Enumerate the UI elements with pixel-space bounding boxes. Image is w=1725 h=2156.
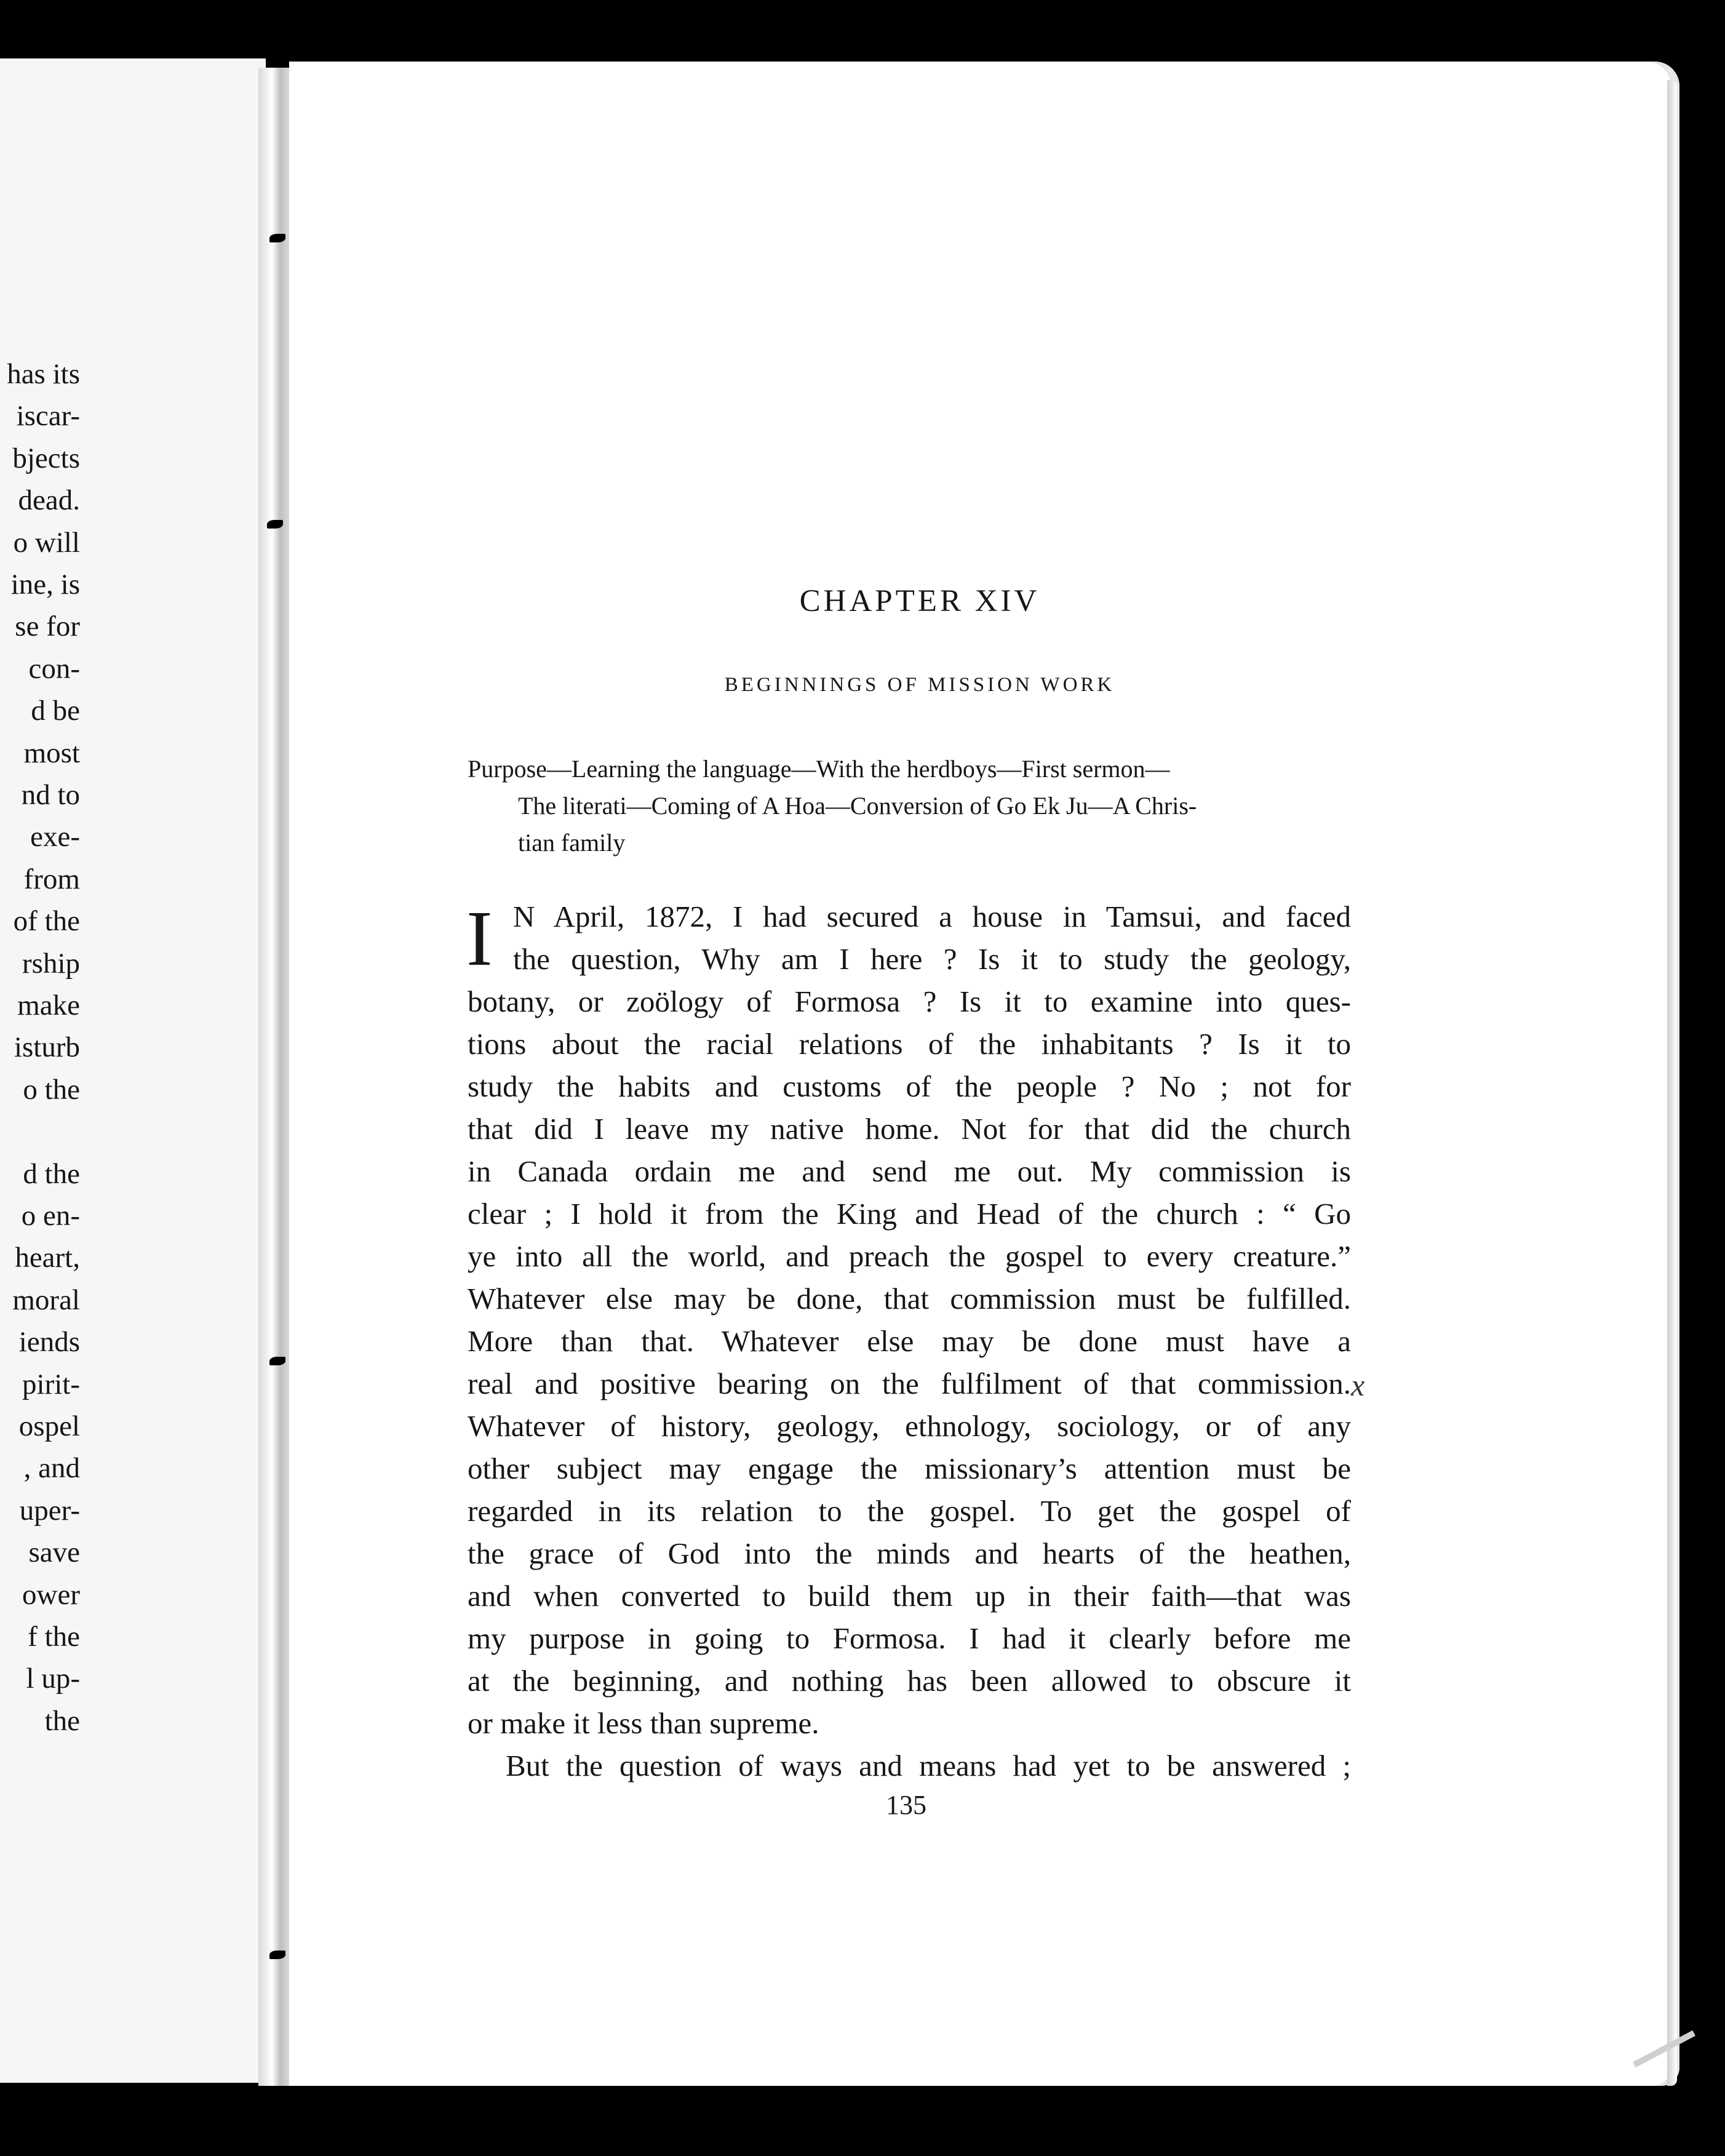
- summary-line: The literati—Coming of A Hoa—Conversion of Go Ek Ju—A Chris-: [518, 792, 1197, 820]
- margin-pencil-mark: x: [1351, 1368, 1365, 1402]
- facing-page-line: dead.: [18, 484, 80, 517]
- body-line: botany, or zoölogy of Formosa ? Is it to examine into ques-: [468, 984, 1351, 1018]
- gutter-stain: [269, 1950, 285, 1959]
- facing-page-line: o the: [23, 1073, 80, 1106]
- facing-page-line: make: [17, 989, 80, 1021]
- body-line: N April, 1872, I had secured a house in Tamsui, and faced: [513, 900, 1351, 933]
- facing-page-line: rship: [22, 947, 80, 980]
- body-line: and when converted to build them up in their faith—that was: [468, 1579, 1351, 1613]
- chapter-subtitle: BEGINNINGS OF MISSION WORK: [724, 674, 1115, 696]
- body-line: in Canada ordain me and send me out. My commission is: [468, 1154, 1351, 1188]
- body-text: [468, 895, 1351, 1787]
- body-line: Whatever else may be done, that commission must be fulfilled.: [468, 1282, 1351, 1316]
- facing-page-line: iscar-: [16, 400, 80, 433]
- body-line: the question, Why am I here ? Is it to study the geology,: [513, 942, 1351, 976]
- drop-cap: I: [466, 895, 493, 982]
- facing-page-line: o will: [13, 526, 80, 559]
- body-line: real and positive bearing on the fulfilment of that commission.: [468, 1367, 1351, 1400]
- facing-page-line: heart,: [15, 1242, 80, 1274]
- gutter-stain: [269, 1357, 285, 1365]
- body-line: study the habits and customs of the people ? No ; not for: [468, 1069, 1351, 1103]
- body-line: my purpose in going to Formosa. I had it clearly before me: [468, 1621, 1351, 1655]
- facing-page-line: d be: [31, 695, 80, 727]
- facing-page-line: ospel: [18, 1410, 80, 1442]
- scan-bottom-border: [0, 2086, 1725, 2156]
- gutter-stain: [267, 520, 283, 529]
- body-line: regarded in its relation to the gospel. To get the gospel of: [468, 1494, 1351, 1528]
- body-line: More than that. Whatever else may be done must have a: [468, 1324, 1351, 1358]
- facing-page-line: most: [23, 737, 80, 769]
- gutter-stain: [269, 234, 285, 242]
- page-edge: [1667, 80, 1677, 2086]
- chapter-title: CHAPTER XIV: [799, 584, 1040, 618]
- facing-page-line: bjects: [12, 442, 80, 474]
- body-line: Whatever of history, geology, ethnology, sociology, or of any: [468, 1409, 1351, 1443]
- facing-page-line: the: [44, 1704, 80, 1737]
- summary-line: tian family: [518, 829, 626, 856]
- scan-top-border: [0, 0, 1725, 68]
- facing-page-line: pirit-: [22, 1368, 80, 1400]
- facing-page-line: exe-: [30, 821, 80, 853]
- facing-page-line: se for: [15, 610, 80, 643]
- facing-page-line: has its: [7, 358, 80, 390]
- facing-page-line: f the: [28, 1621, 80, 1653]
- chapter-summary: [468, 751, 1353, 861]
- facing-page-line: ower: [22, 1578, 80, 1611]
- body-line: that did I leave my native home. Not for that did the church: [468, 1112, 1351, 1146]
- facing-page-line: moral: [12, 1284, 80, 1316]
- facing-page-left: [0, 58, 266, 2083]
- body-line: or make it less than supreme.: [468, 1706, 819, 1740]
- body-line: other subject may engage the missionary’s attention must be: [468, 1451, 1351, 1485]
- body-line: clear ; I hold it from the King and Head of the church : “ Go: [468, 1197, 1351, 1231]
- body-line: But the question of ways and means had yet to be answered ;: [506, 1749, 1351, 1783]
- facing-page-line: o en-: [21, 1200, 80, 1232]
- body-line: tions about the racial relations of the inhabitants ? Is it to: [468, 1027, 1351, 1061]
- facing-page-line: d the: [23, 1157, 80, 1190]
- page-number: 135: [886, 1790, 926, 1820]
- facing-page-line: of the: [13, 905, 80, 938]
- summary-line: Purpose—Learning the language—With the herdboys—First sermon—: [468, 755, 1170, 783]
- facing-page-line: from: [23, 863, 80, 895]
- facing-page-line: l up-: [26, 1663, 80, 1695]
- facing-page-line: con-: [28, 652, 80, 685]
- facing-page-line: nd to: [21, 779, 80, 811]
- facing-page-line: save: [28, 1536, 80, 1569]
- facing-page-line: ine, is: [10, 569, 80, 601]
- facing-page-line: isturb: [14, 1031, 80, 1064]
- facing-page-line: uper-: [19, 1494, 80, 1527]
- body-line: the grace of God into the minds and hearts of the heathen,: [468, 1536, 1351, 1570]
- facing-page-line: iends: [18, 1326, 80, 1359]
- facing-page-line: , and: [23, 1452, 80, 1485]
- body-line: at the beginning, and nothing has been allowed to obscure it: [468, 1664, 1351, 1698]
- body-line: ye into all the world, and preach the gospel to every creature.”: [468, 1239, 1351, 1273]
